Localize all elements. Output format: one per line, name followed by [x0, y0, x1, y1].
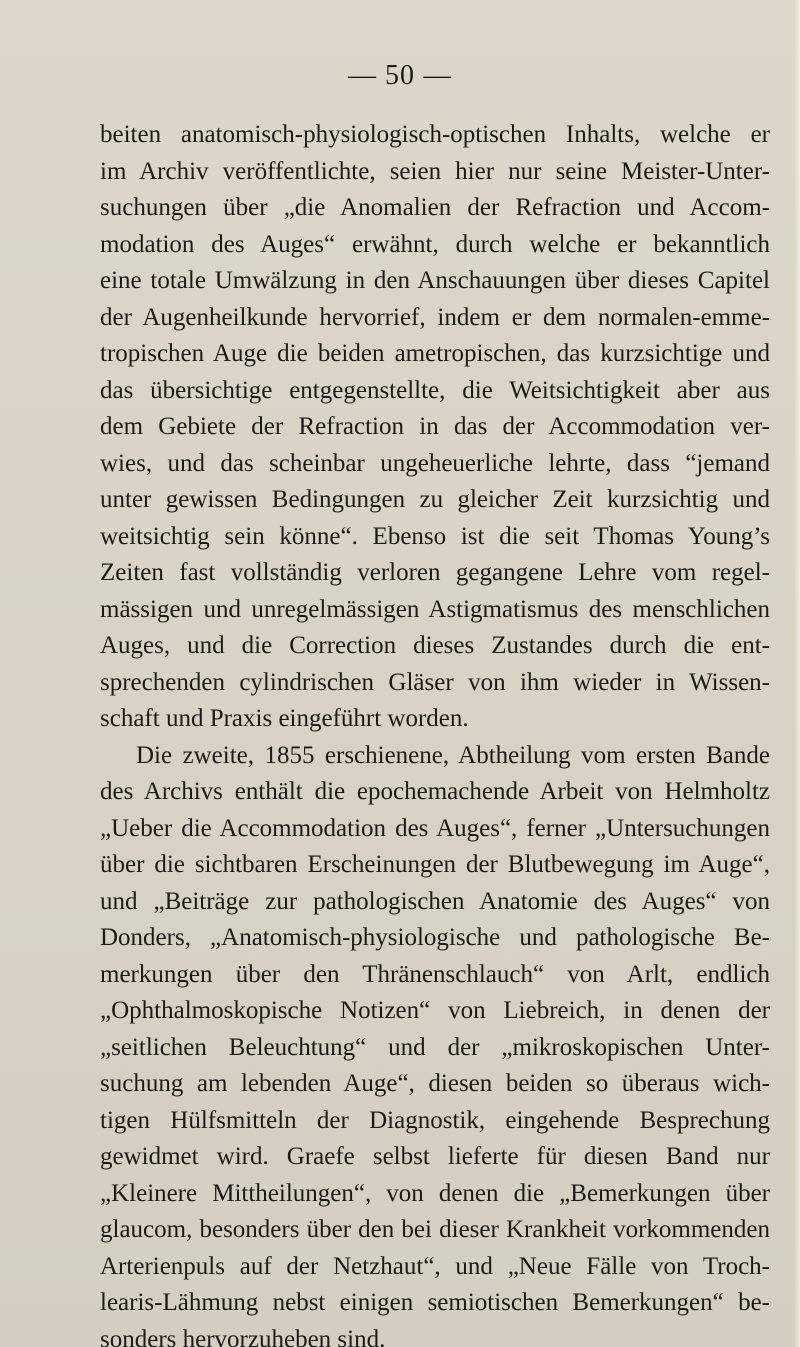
text-line: sprechenden cylindrischen Gläser von ihm wieder in Wissen- [100, 668, 770, 696]
text-line: unter gewissen Bedingungen zu gleicher Zeit kurzsichtig und [100, 486, 770, 513]
text-line: dem Gebiete der Refraction in das der Accommodation ver- [100, 413, 770, 440]
page-number: — 50 — [348, 60, 452, 91]
text-line: mässigen und unregelmässigen Astigmatismus des menschlichen [100, 595, 770, 623]
text-line: über die sichtbaren Erscheinungen der Blutbewegung im Auge“, [100, 851, 770, 878]
text-line: „Ueber die Accommodation des Auges“, ferner „Untersuchungen [100, 814, 770, 842]
text-line: gewidmet wird. Graefe selbst lieferte für diesen Band nur [100, 1143, 770, 1170]
text-line: und „Beiträge zur pathologischen Anatomie des Auges“ von [100, 887, 770, 915]
text-line: Arterienpuls auf der Netzhaut“, und „Neue Fälle von Troch- [100, 1252, 770, 1280]
page-edge [794, 0, 800, 1347]
text-line: suchungen über „die Anomalien der Refraction und Accom- [100, 194, 770, 221]
text-line: im Archiv veröffentlichte, seien hier nur seine Meister-Unter- [100, 157, 770, 185]
text-line: „seitlichen Beleuchtung“ und der „mikroskopischen Unter- [100, 1033, 770, 1061]
text-line: beiten anatomisch-physiologisch-optischen Inhalts, welche er [100, 121, 770, 148]
text-line: das übersichtige entgegenstellte, die Weitsichtigkeit aber aus [100, 376, 770, 404]
text-line: weitsichtig sein könne“. Ebenso ist die seit Thomas Young’s [100, 522, 770, 550]
text-line: wies, und das scheinbar ungeheuerliche lehrte, dass “jemand [100, 449, 770, 477]
text-line: suchung am lebenden Auge“, diesen beiden so überaus wich- [100, 1070, 770, 1097]
text-line: glaucom, besonders über den bei dieser Krankheit vorkommenden [100, 1216, 770, 1243]
text-line: Donders, „Anatomisch-physiologische und pathologische Be- [100, 924, 770, 951]
text-line: learis-Lähmung nebst einigen semiotischen Bemerkungen“ be- [100, 1289, 770, 1316]
text-line: tropischen Auge die beiden ametropischen, das kurzsichtige und [100, 340, 770, 367]
text-line: sonders hervorzuheben sind. [100, 1325, 386, 1347]
text-line: Die zweite, 1855 erschienene, Abtheilung vom ersten Bande [136, 741, 770, 769]
text-line: tigen Hülfsmitteln der Diagnostik, eingehende Besprechung [100, 1106, 770, 1134]
text-line: schaft und Praxis eingeführt worden. [100, 705, 469, 732]
text-line: merkungen über den Thränenschlauch“ von Arlt, endlich [100, 960, 770, 988]
text-line: modation des Auges“ erwähnt, durch welche er bekanntlich [100, 230, 770, 258]
text-line: des Archivs enthält die epochemachende Arbeit von Helmholtz [100, 778, 770, 805]
text-line: „Ophthalmoskopische Notizen“ von Liebreich, in denen der [100, 997, 770, 1024]
text-line: „Kleinere Mittheilungen“, von denen die „Bemerkungen über [100, 1179, 770, 1207]
text-line: Zeiten fast vollständig verloren gegangene Lehre vom regel- [100, 559, 770, 586]
text-line: der Augenheilkunde hervorrief, indem er dem normalen-emme- [100, 303, 770, 331]
text-line: eine totale Umwälzung in den Anschauungen über dieses Capitel [100, 267, 770, 294]
body-text [100, 117, 770, 1347]
text-line: Auges, und die Correction dieses Zustandes durch die ent- [100, 632, 770, 659]
